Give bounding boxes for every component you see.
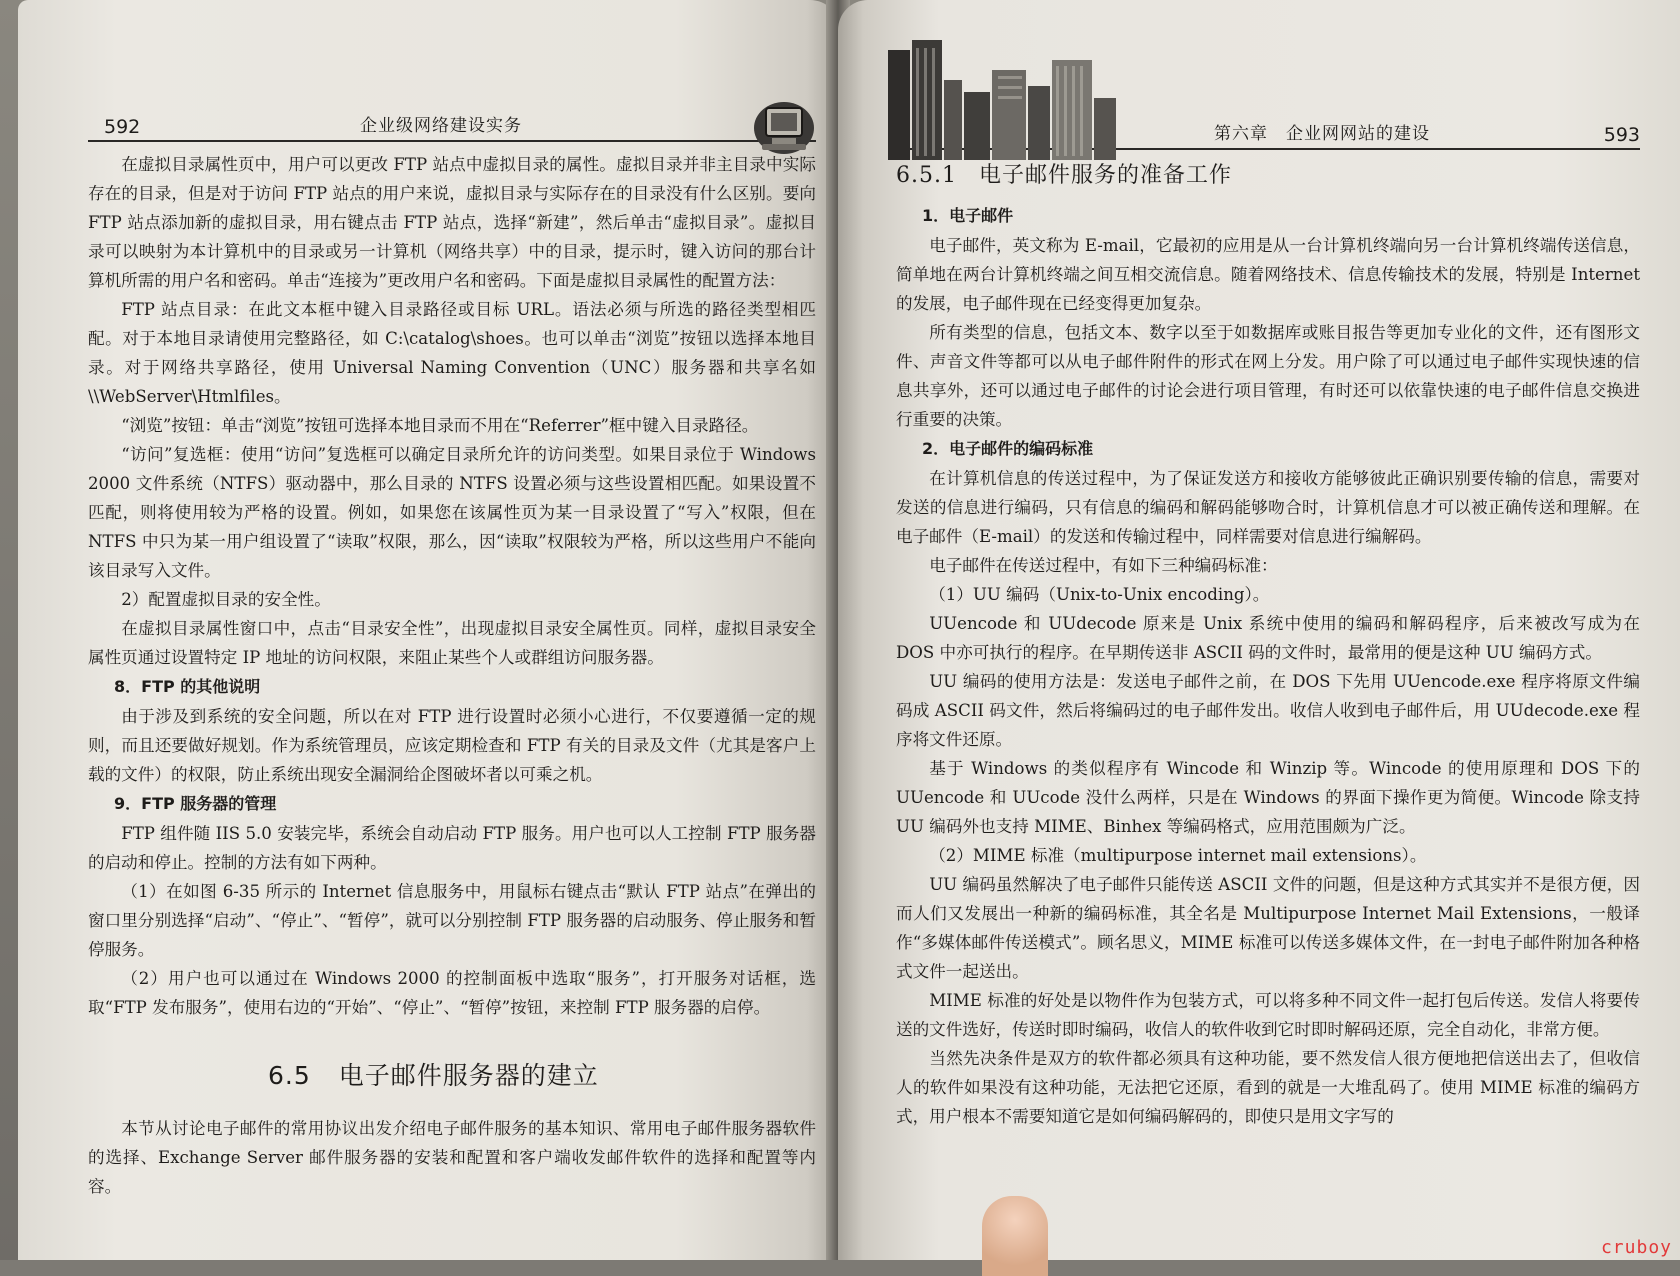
paragraph: （2）用户也可以通过在 Windows 2000 的控制面板中选取“服务”，打开服务对话框，选取“FTP 发布服务”，使用右边的“开始”、“停止”、“暂停”按钮，来控制 FTP 服务器的启停。: [88, 969, 816, 1017]
right-page-number: 593: [1603, 124, 1640, 146]
right-running-title: 第六章 企业网网站的建设: [1214, 124, 1430, 144]
section-number: 6.5: [268, 1061, 311, 1090]
thumb-photo: [982, 1196, 1048, 1276]
paragraph: 电子邮件，英文称为 E-mail，它最初的应用是从一台计算机终端向另一台计算机终端传送信息，简单地在两台计算机终端之间互相交流信息。随着网络技术、信息传输技术的发展，特别是 Internet 的发展，电子邮件现在已经变得更加复杂。: [896, 236, 1640, 313]
paragraph: 在虚拟目录属性窗口中，点击“目录安全性”，出现虚拟目录安全属性页。同样，虚拟目录安全属性页通过设置特定 IP 地址的访问权限，来阻止某些个人或群组访问服务器。: [88, 619, 816, 667]
left-page: [18, 0, 840, 1260]
paragraph: “访问”复选框：使用“访问”复选框可以确定目录所允许的访问类型。如果目录位于 Windows 2000 文件系统（NTFS）驱动器中，那么目录的 NTFS 设置必须与这些设置相匹配。如果设置不匹配，则将使用较为严格的设置。例如，如果您在该属性页为某一目录设置了“写入”权限，但在 NTFS 中只为某一用户组设置了“读取”权限，那么，因“读取”权限较为严格，所以这些用户不能向该目录写入文件。: [88, 445, 816, 580]
right-running-head: [896, 68, 1640, 150]
subheading: 1．电子邮件: [922, 206, 1014, 225]
section-intro: 本节从讨论电子邮件的常用协议出发介绍电子邮件服务的基本知识、常用电子邮件服务器软件的选择、Exchange Server 邮件服务器的安装和配置和客户端收发邮件软件的选择和配置等内容。: [88, 1119, 816, 1196]
paragraph: 基于 Windows 的类似程序有 Wincode 和 Winzip 等。Wincode 的使用原理和 DOS 下的 UUencode 和 UUcode 没什么两样，只是在 Windows 的界面下操作更为简便。Wincode 除支持 UU 编码外也支持 MIME、Binhex 等编码格式，应用范围颇为广泛。: [896, 759, 1640, 836]
paragraph: 由于涉及到系统的安全问题，所以在对 FTP 进行设置时必须小心进行，不仅要遵循一定的规则，而且还要做好规划。作为系统管理员，应该定期检查和 FTP 有关的目录及文件（尤其是客户上载的文件）的权限，防止系统出现安全漏洞给企图破坏者以可乘之机。: [88, 707, 816, 784]
watermark-text: cruboy: [1600, 1237, 1672, 1258]
paragraph: 在虚拟目录属性页中，用户可以更改 FTP 站点中虚拟目录的属性。虚拟目录并非主目录中实际存在的目录，但是对于访问 FTP 站点的用户来说，虚拟目录与实际存在的目录没有什么区别。要向 FTP 站点添加新的虚拟目录，用右键点击 FTP 站点，选择“新建”，然后单击“虚拟目录”。虚拟目录可以映射为本计算机中的目录或另一计算机（网络共享）中的目录，提示时，键入访问的那台计算机所需的用户名和密码。单击“连接为”更改用户名和密码。下面是虚拟目录属性的配置方法：: [88, 155, 816, 290]
paragraph: 2）配置虚拟目录的安全性。: [121, 590, 331, 609]
paragraph: UUencode 和 UUdecode 原来是 Unix 系统中使用的编码和解码程序，后来被改写成为在 DOS 中亦可执行的程序。在早期传送非 ASCII 码的文件时，最常用的便是这种 UU 编码方式。: [896, 614, 1640, 662]
subheading: 8．FTP 的其他说明: [114, 677, 261, 696]
city-skyline-icon: [888, 40, 1116, 160]
paragraph: MIME 标准的好处是以物件作为包装方式，可以将多种不同文件一起打包后传送。发信人将要传送的文件选好，传送时即时编码，收信人的软件收到它时即时解码还原，完全自动化，非常方便。: [896, 991, 1640, 1039]
paragraph: FTP 组件随 IIS 5.0 安装完毕，系统会自动启动 FTP 服务。用户也可以人工控制 FTP 服务器的启动和停止。控制的方法有如下两种。: [88, 824, 816, 872]
subheading: 9．FTP 服务器的管理: [114, 794, 277, 813]
subsection-heading: [896, 158, 1640, 189]
paragraph: UU 编码虽然解决了电子邮件只能传送 ASCII 文件的问题，但是这种方式其实并不是很方便，因而人们又发展出一种新的编码标准，其全名是 Multipurpose Internet Mail Extensions，一般译作“多媒体邮件传送模式”。顾名思义，MIME 标准可以传送多媒体文件，在一封电子邮件附加各种格式文件一起送出。: [896, 875, 1640, 981]
paragraph: （1）UU 编码（Unix-to-Unix encoding）。: [929, 585, 1270, 604]
left-page-number: 592: [104, 116, 141, 138]
paragraph: “浏览”按钮：单击“浏览”按钮可选择本地目录而不用在“Referrer”框中键入目录路径。: [121, 416, 759, 435]
paragraph: （1）在如图 6-35 所示的 Internet 信息服务中，用鼠标右键点击“默认 FTP 站点”在弹出的窗口里分别选择“启动”、“停止”、“暂停”，就可以分别控制 FTP 服务器的启动服务、停止服务和暂停服务。: [88, 882, 816, 959]
computer-monitor-icon: [752, 94, 816, 158]
right-page: [838, 0, 1680, 1260]
paragraph: 当然先决条件是双方的软件都必须具有这种功能，要不然发信人很方便地把信送出去了，但收信人的软件如果没有这种功能，无法把它还原，看到的就是一大堆乱码了。使用 MIME 标准的编码方式，用户根本不需要知道它是如何编码解码的，即使只是用文字写的: [896, 1049, 1640, 1126]
paragraph: FTP 站点目录：在此文本框中键入目录路径或目标 URL。语法必须与所选的路径类型相匹配。对于本地目录请使用完整路径，如 C:\catalog\shoes。也可以单击“浏览”按钮以选择本地目录。对于网络共享路径，使用 Universal Naming Convention（UNC）服务器和共享名如 \\WebServer\Htmlfiles。: [88, 300, 816, 406]
subsection-title: 电子邮件服务的准备工作: [978, 163, 1232, 188]
paragraph: （2）MIME 标准（multipurpose internet mail extensions）。: [929, 846, 1427, 865]
paragraph: 所有类型的信息，包括文本、数字以至于如数据库或账目报告等更加专业化的文件，还有图形文件、声音文件等都可以从电子邮件附件的形式在网上分发。用户除了可以通过电子邮件实现快速的信息共享外，还可以通过电子邮件的讨论会进行项目管理，有时还可以依靠快速的电子邮件信息交换进行重要的决策。: [896, 323, 1640, 429]
paragraph: UU 编码的使用方法是：发送电子邮件之前，在 DOS 下先用 UUencode.exe 程序将原文件编码成 ASCII 码文件，然后将编码过的电子邮件发出。收信人收到电子邮件后，用 UUdecode.exe 程序将文件还原。: [896, 672, 1640, 749]
subsection-number: 6.5.1: [896, 163, 957, 188]
left-running-title: 企业级网络建设实务: [360, 116, 522, 136]
section-title: 电子邮件服务器的建立: [338, 1061, 599, 1090]
section-heading: [268, 1056, 816, 1092]
paragraph: 在计算机信息的传送过程中，为了保证发送方和接收方能够彼此正确识别要传输的信息，需要对发送的信息进行编码，只有信息的编码和解码能够吻合时，计算机信息才可以被正确传送和理解。在电子邮件（E-mail）的发送和传输过程中，同样需要对信息进行编解码。: [896, 469, 1640, 546]
left-running-head: [88, 108, 816, 142]
subheading: 2．电子邮件的编码标准: [922, 439, 1094, 458]
paragraph: 电子邮件在传送过程中，有如下三种编码标准：: [929, 556, 1278, 575]
